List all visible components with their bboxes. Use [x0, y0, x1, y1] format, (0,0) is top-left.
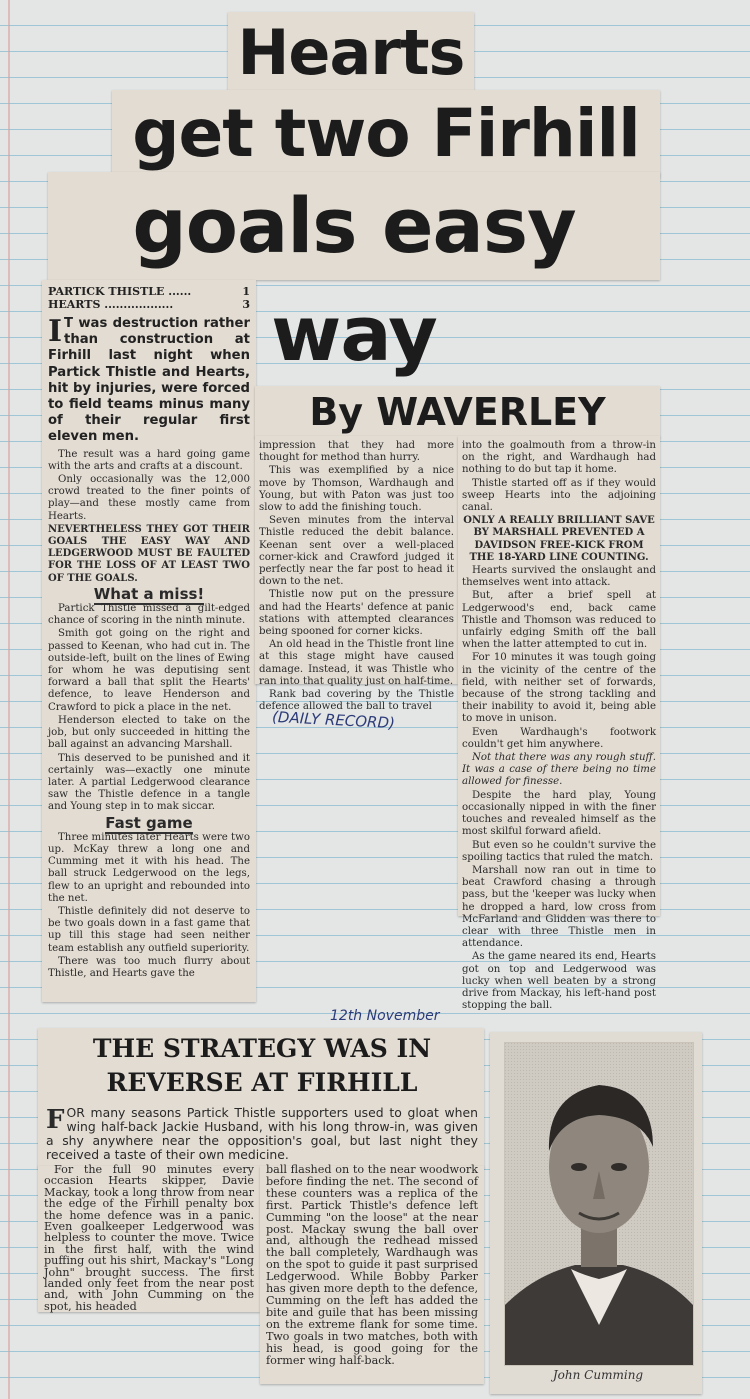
- bottom-lead-text: OR many seasons Partick Thistle supporters used to gloat when wing half-back Jackie Husband, with his long throw-in, was given a shy anywhere near the opposition's goal, but last night they received a taste of their own medicine.: [46, 1105, 478, 1162]
- score-home-team: PARTICK THISTLE: [48, 285, 165, 298]
- player-portrait-image: [505, 1043, 693, 1365]
- handwritten-source-note: (DAILY RECORD): [271, 707, 396, 733]
- bottom-lead-dropcap: F: [46, 1105, 65, 1135]
- body-paragraph: Even Wardhaugh's footwork couldn't get him anywhere.: [462, 726, 656, 750]
- subheading-fast-game: [48, 813, 250, 832]
- article-col1: [48, 285, 250, 997]
- article-col2: [259, 440, 454, 713]
- body-paragraph: There was too much flurry about Thistle, and Hearts gave the: [48, 955, 250, 979]
- body-paragraph: An old head in the Thistle front line at this stage might have caused damage. Instead, it was Thistle who ran into that quality just on half-time.: [259, 639, 454, 687]
- byline-text: By WAVERLEY: [309, 390, 606, 434]
- score-line-home: [48, 285, 250, 298]
- body-paragraph: Smith got going on the right and passed to Keenan, who had cut in. The outside-left, built on the lines of Ewing for whom he was deputising sent forward a ball that split the Hearts' defence, to leave Henderson and Crawford to pick a place in the net.: [48, 628, 250, 713]
- body-paragraph: Marshall now ran out in time to beat Crawford chasing a through pass, but the 'keeper was lucky when he dropped a hard, low cross from McFarland and Glidden was there to clear with three Thistle men in attendance.: [462, 864, 656, 950]
- body-paragraph: This was exemplified by a nice move by Thomson, Wardhaugh and Young, but with Paton was just too slow to add the finishing touch.: [259, 465, 454, 514]
- bottom-headline-line-1: THE STRATEGY WAS IN: [92, 1034, 432, 1063]
- body-paragraph: Partick Thistle missed a gilt-edged chance of scoring in the ninth minute.: [48, 603, 250, 627]
- headline-line-1: Hearts: [237, 16, 465, 89]
- bottom-lead: [46, 1106, 478, 1164]
- score-line-away: [48, 298, 250, 311]
- player-photo: [504, 1042, 694, 1366]
- lead-paragraph: [48, 316, 250, 446]
- score-away-dots: ..................: [104, 298, 174, 311]
- subheading-text: Fast game: [105, 813, 193, 832]
- body-paragraph: Three minutes later Hearts were two up. McKay threw a long one and Cumming met it with his head. The ball struck Ledgerwood on the legs, flew to an upright and rebounded into the net.: [48, 831, 250, 904]
- headline-clip-1: [228, 12, 474, 94]
- body-paragraph: impression that they had more thought for method than hurry.: [259, 440, 454, 464]
- subheading-what-a-miss: [48, 584, 250, 603]
- body-paragraph: Rank bad covering by the Thistle defence allowed the ball to travel: [259, 689, 454, 713]
- lead-text: T was destruction rather than construction at Firhill last night when Partick Thistle and Hearts, hit by injuries, were forced to field teams minus many of their regular first eleven men.: [48, 316, 250, 445]
- body-paragraph: Thistle started off as if they would sweep Hearts into the adjoining canal.: [462, 477, 656, 514]
- headline-line-2: get two Firhill: [132, 95, 640, 172]
- notebook-margin-line: [8, 0, 10, 1399]
- bottom-headline-line-2: REVERSE AT FIRHILL: [106, 1068, 418, 1097]
- headline-clip-2: [112, 90, 660, 178]
- body-paragraph: This deserved to be punished and it certainly was—exactly one minute later. A partial Ledgerwood clearance saw the Thistle defence in a tangle and Young step in to mak siccar.: [48, 752, 250, 813]
- byline: [255, 388, 660, 436]
- body-paragraph: Henderson elected to take on the job, but only succeeded in hitting the ball against an advancing Marshall.: [48, 714, 250, 751]
- body-paragraph: into the goalmouth from a throw-in on the right, and Wardhaugh had nothing to do but tap it home.: [462, 440, 656, 476]
- bottom-col1: [44, 1163, 254, 1313]
- headline-line-3: goals easy way: [132, 181, 576, 378]
- body-paragraph: But even so he couldn't survive the spoiling tactics that ruled the match.: [462, 839, 656, 863]
- score-away-goals: 3: [242, 298, 250, 311]
- lead-dropcap: I: [48, 314, 63, 349]
- subheading-text: What a miss!: [93, 584, 205, 603]
- score-home-goals: 1: [242, 285, 250, 298]
- handwritten-date-note: 12th November: [330, 1008, 440, 1024]
- body-paragraph: The result was a hard going game with the arts and crafts at a discount.: [48, 448, 250, 472]
- bottom-headline: [40, 1032, 484, 1100]
- body-paragraph: Thistle definitely did not deserve to be two goals down in a fast game that up till this stage had seen neither team establish any outfield superiority.: [48, 905, 250, 954]
- score-home-dots: ......: [168, 285, 192, 298]
- italic-paragraph: Not that there was any rough stuff. It was a case of there being no time allowed for finesse.: [462, 752, 656, 788]
- body-paragraph: Seven minutes from the interval Thistle reduced the debit balance. Keenan sent over a well-placed corner-kick and Crawford judged it perfectly near the far post to head it down to the net.: [259, 515, 454, 588]
- article-col3: [462, 440, 656, 1012]
- body-paragraph: Hearts survived the onslaught and themselves went into attack.: [462, 565, 656, 589]
- caps-paragraph: NEVERTHELESS THEY GOT THEIR GOALS THE EASY WAY AND LEDGERWOOD MUST BE FAULTED FOR THE LOSS OF AT LEAST TWO OF THE GOALS.: [48, 523, 250, 584]
- body-paragraph: Thistle now put on the pressure and had the Hearts' defence at panic stations with attempted clearances being spooned for corner kicks.: [259, 589, 454, 638]
- body-paragraph: Despite the hard play, Young occasionally nipped in with the finer touches and revealed himself as the most skilful forward afield.: [462, 789, 656, 838]
- caps-paragraph: ONLY A REALLY BRILLIANT SAVE BY MARSHALL PREVENTED A DAVIDSON FREE-KICK FROM THE 18-YARD LINE COUNTING.: [463, 515, 655, 563]
- body-paragraph: As the game neared its end, Hearts got on top and Ledgerwood was lucky when well beaten by a strong drive from Mackay, his left-hand post stopping the ball.: [462, 951, 656, 1012]
- body-paragraph: For 10 minutes it was tough going in the vicinity of the centre of the field, with neither set of forwards, because of the strong tackling and their inability to avoid it, being able to move in unison.: [462, 652, 656, 725]
- body-paragraph: But, after a brief spell at Ledgerwood's end, back came Thistle and Thomson was reduced to unfairly edging Smith off the ball when the latter attempted to cut in.: [462, 590, 656, 651]
- bottom-col2: [266, 1164, 478, 1382]
- photo-caption: John Cumming: [552, 1368, 644, 1382]
- body-paragraph: Only occasionally was the 12,000 crowd treated to the finer points of play—and these mostly came from Hearts.: [48, 474, 250, 522]
- body-paragraph: For the full 90 minutes every occasion Hearts skipper, Davie Mackay, took a long throw from near the edge of the Firhill penalty box the home defence was in a panic. Even goalkeeper Ledgerwood was helpless to counter the move. Twice in the first half, with the wind puffing out his shirt, Mackay's "Long John" brought success. The first landed only feet from the near post and, with John Cumming on the spot, his headed: [44, 1163, 254, 1313]
- body-paragraph: ball flashed on to the near woodwork before finding the net. The second of these counters was a replica of the first. Partick Thistle's defence left Cumming "on the loose" at the near post. Mackay swung the ball over and, although the redhead missed the ball completely, Wardhaugh was on the spot to guide it past surprised Ledgerwood. While Bobby Parker has given more depth to the defence, Cumming on the left has added the bite and guile that has been missing on the extreme flank for some time. Two goals in two matches, both with his head, is good going for the former wing half-back.: [266, 1163, 478, 1367]
- score-away-team: HEARTS: [48, 298, 101, 311]
